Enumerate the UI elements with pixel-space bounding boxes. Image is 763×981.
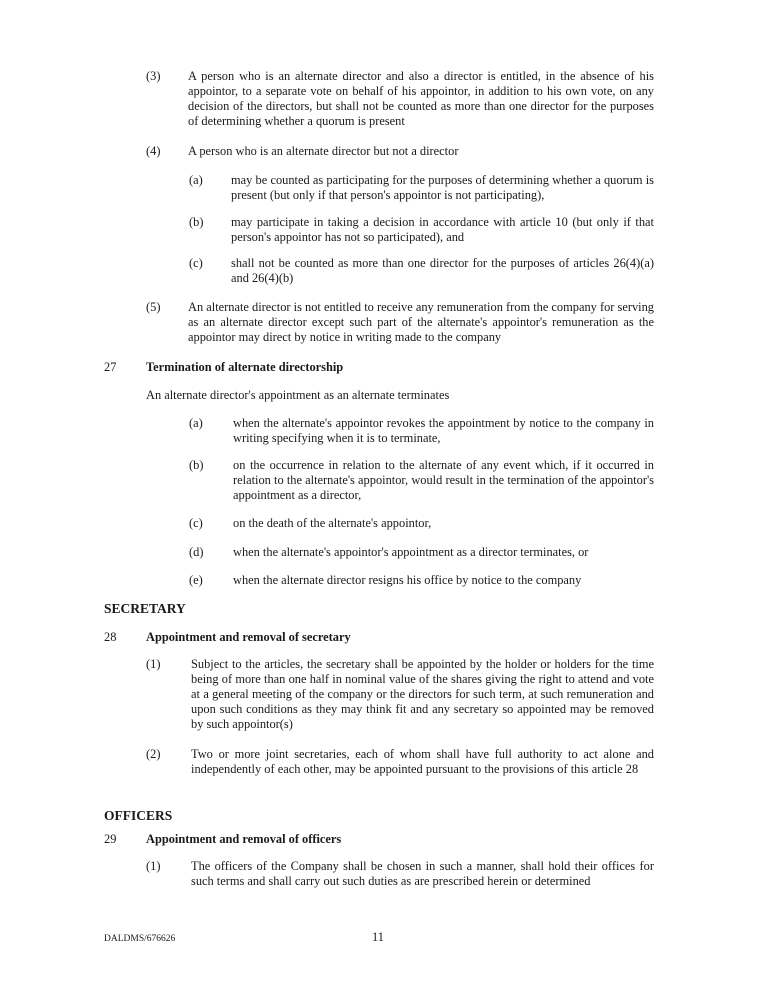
article-intro: An alternate director's appointment as an alternate terminates: [146, 388, 450, 402]
item-text: on the occurrence in relation to the alternate of any event which, if it occurred in relation to the alternate's appointor, would result in the termination of the appointor's appointment as a director,: [233, 458, 654, 502]
para-number: (4): [146, 144, 161, 158]
item-text: when the alternate's appointor's appointment as a director terminates, or: [233, 545, 589, 559]
section-heading-officers: OFFICERS: [104, 808, 173, 823]
para-number: (5): [146, 300, 161, 314]
paragraph-text: Two or more joint secretaries, each of whom shall have full authority to act alone and independently of each other, may be appointed pursuant to the provisions of this article 28: [191, 747, 654, 776]
item-text: may be counted as participating for the purposes of determining whether a quorum is present (but only if that person's appointor is not participating),: [231, 173, 654, 202]
item-text: may participate in taking a decision in accordance with article 10 (but only if that person's appointor has not so participated), and: [231, 215, 654, 244]
para-number: (3): [146, 69, 161, 83]
document-id: DALDMS/676626: [104, 934, 176, 944]
paragraph-text: A person who is an alternate director and also a director is entitled, in the absence of his appointor, to a separate vote on behalf of his appointor, in addition to his own vote, on any decision of the directors, but shall not be counted as more than one director for the purposes of determining whether a quorum is present: [188, 69, 654, 128]
article-heading: Appointment and removal of secretary: [146, 630, 351, 644]
paragraph-text: A person who is an alternate director but not a director: [188, 144, 459, 158]
item-number: (e): [189, 573, 203, 587]
item-number: (c): [189, 256, 203, 270]
item-text: on the death of the alternate's appointor,: [233, 516, 432, 530]
article-number: 28: [104, 630, 117, 644]
item-number: (b): [189, 458, 204, 472]
item-number: (b): [189, 215, 204, 229]
item-number: (a): [189, 416, 203, 430]
para-number: (1): [146, 657, 161, 671]
article-heading: Appointment and removal of officers: [146, 832, 342, 846]
paragraph-text: An alternate director is not entitled to receive any remuneration from the company for serving as an alternate director except such part of the alternate's appointor's remuneration as the appointor may direct by notice in writing made to the company: [188, 300, 654, 344]
item-text: shall not be counted as more than one director for the purposes of articles 26(4)(a) and 26(4)(b): [231, 256, 654, 285]
para-number: (1): [146, 859, 161, 873]
section-heading-secretary: SECRETARY: [104, 601, 186, 616]
item-number: (d): [189, 545, 204, 559]
page-number: 11: [372, 930, 384, 944]
paragraph-text: Subject to the articles, the secretary shall be appointed by the holder or holders for the time being of more than one half in nominal value of the shares giving the right to attend and vote at a general meeting of the company or the directors for such term, at such remuneration and upon such conditions as they may think fit and any secretary so appointed may be removed by such appointor(s): [191, 657, 654, 731]
item-number: (c): [189, 516, 203, 530]
item-text: when the alternate director resigns his office by notice to the company: [233, 573, 582, 587]
paragraph-text: The officers of the Company shall be chosen in such a manner, shall hold their offices for such terms and shall carry out such duties as are prescribed herein or determined: [191, 859, 654, 888]
article-heading: Termination of alternate directorship: [146, 360, 344, 374]
para-number: (2): [146, 747, 161, 761]
article-number: 29: [104, 832, 117, 846]
item-text: when the alternate's appointor revokes the appointment by notice to the company in writing specifying when it is to terminate,: [233, 416, 654, 445]
item-number: (a): [189, 173, 203, 187]
article-number: 27: [104, 360, 117, 374]
